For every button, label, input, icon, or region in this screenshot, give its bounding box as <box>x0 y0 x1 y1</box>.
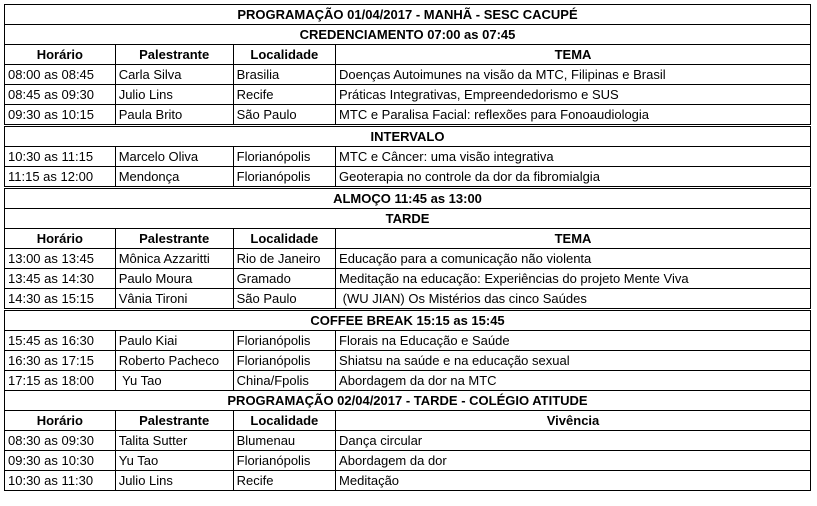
table-row <box>5 451 811 471</box>
topic-cell: MTC e Paralisa Facial: reflexões para Fonoaudiologia <box>336 105 811 126</box>
time-cell: 09:30 as 10:15 <box>5 105 116 126</box>
credenciamento-row <box>5 25 811 45</box>
table-row <box>5 431 811 451</box>
topic-cell: Geoterapia no controle da dor da fibromialgia <box>336 167 811 188</box>
schedule-table <box>4 4 811 491</box>
time-cell: 08:00 as 08:45 <box>5 65 116 85</box>
intervalo-row-label: INTERVALO <box>5 126 811 147</box>
speaker-cell: Yu Tao <box>115 451 233 471</box>
topic-cell: MTC e Câncer: uma visão integrativa <box>336 147 811 167</box>
column-header-row-tarde <box>5 229 811 249</box>
topic-cell: Doenças Autoimunes na visão da MTC, Filipinas e Brasil <box>336 65 811 85</box>
time-cell: 14:30 as 15:15 <box>5 289 116 310</box>
table-row <box>5 65 811 85</box>
palestrante-header: Palestrante <box>115 411 233 431</box>
palestrante-header: Palestrante <box>115 229 233 249</box>
time-cell: 11:15 as 12:00 <box>5 167 116 188</box>
topic-cell: Dança circular <box>336 431 811 451</box>
horario-header: Horário <box>5 45 116 65</box>
location-cell: Florianópolis <box>233 331 335 351</box>
day1-title <box>5 5 811 25</box>
location-cell: Florianópolis <box>233 451 335 471</box>
intervalo-row <box>5 126 811 147</box>
location-cell: São Paulo <box>233 289 335 310</box>
time-cell: 13:00 as 13:45 <box>5 249 116 269</box>
time-cell: 10:30 as 11:30 <box>5 471 116 491</box>
speaker-cell: Vânia Tironi <box>115 289 233 310</box>
speaker-cell: Talita Sutter <box>115 431 233 451</box>
time-cell: 17:15 as 18:00 <box>5 371 116 391</box>
table-row <box>5 167 811 188</box>
speaker-cell: Julio Lins <box>115 471 233 491</box>
table-row <box>5 331 811 351</box>
table-row <box>5 471 811 491</box>
time-cell: 16:30 as 17:15 <box>5 351 116 371</box>
topic-cell: (WU JIAN) Os Mistérios das cinco Saúdes <box>336 289 811 310</box>
topic-cell: Abordagem da dor na MTC <box>336 371 811 391</box>
table-row <box>5 351 811 371</box>
tarde-row <box>5 209 811 229</box>
tema-header: TEMA <box>336 229 811 249</box>
credenciamento-row-label: CREDENCIAMENTO 07:00 as 07:45 <box>5 25 811 45</box>
almoco-row-label: ALMOÇO 11:45 as 13:00 <box>5 188 811 209</box>
table-row <box>5 249 811 269</box>
table-row <box>5 85 811 105</box>
localidade-header: Localidade <box>233 229 335 249</box>
location-cell: Brasilia <box>233 65 335 85</box>
topic-cell: Educação para a comunicação não violenta <box>336 249 811 269</box>
location-cell: Florianópolis <box>233 167 335 188</box>
column-header-row <box>5 45 811 65</box>
location-cell: Recife <box>233 471 335 491</box>
location-cell: Florianópolis <box>233 147 335 167</box>
topic-cell: Práticas Integrativas, Empreendedorismo e SUS <box>336 85 811 105</box>
speaker-cell: Paulo Kiai <box>115 331 233 351</box>
location-cell: Recife <box>233 85 335 105</box>
palestrante-header: Palestrante <box>115 45 233 65</box>
tema-header: Vivência <box>336 411 811 431</box>
localidade-header: Localidade <box>233 45 335 65</box>
coffee-break-row-label: COFFEE BREAK 15:15 as 15:45 <box>5 310 811 331</box>
day2-title <box>5 391 811 411</box>
location-cell: Rio de Janeiro <box>233 249 335 269</box>
location-cell: São Paulo <box>233 105 335 126</box>
table-row <box>5 289 811 310</box>
speaker-cell: Roberto Pacheco <box>115 351 233 371</box>
schedule-body <box>5 5 811 491</box>
topic-cell: Florais na Educação e Saúde <box>336 331 811 351</box>
time-cell: 08:45 as 09:30 <box>5 85 116 105</box>
topic-cell: Abordagem da dor <box>336 451 811 471</box>
table-row <box>5 269 811 289</box>
coffee-break-row <box>5 310 811 331</box>
speaker-cell: Paulo Moura <box>115 269 233 289</box>
location-cell: Florianópolis <box>233 351 335 371</box>
speaker-cell: Yu Tao <box>115 371 233 391</box>
day2-title-label: PROGRAMAÇÃO 02/04/2017 - TARDE - COLÉGIO ATITUDE <box>5 391 811 411</box>
table-row <box>5 371 811 391</box>
speaker-cell: Paula Brito <box>115 105 233 126</box>
speaker-cell: Carla Silva <box>115 65 233 85</box>
time-cell: 09:30 as 10:30 <box>5 451 116 471</box>
table-row <box>5 105 811 126</box>
horario-header: Horário <box>5 411 116 431</box>
location-cell: Blumenau <box>233 431 335 451</box>
horario-header: Horário <box>5 229 116 249</box>
location-cell: China/Fpolis <box>233 371 335 391</box>
day1-title-label: PROGRAMAÇÃO 01/04/2017 - MANHÃ - SESC CACUPÉ <box>5 5 811 25</box>
column-header-row-day2 <box>5 411 811 431</box>
time-cell: 10:30 as 11:15 <box>5 147 116 167</box>
topic-cell: Meditação <box>336 471 811 491</box>
table-row <box>5 147 811 167</box>
speaker-cell: Marcelo Oliva <box>115 147 233 167</box>
time-cell: 13:45 as 14:30 <box>5 269 116 289</box>
tarde-row-label: TARDE <box>5 209 811 229</box>
speaker-cell: Julio Lins <box>115 85 233 105</box>
almoco-row <box>5 188 811 209</box>
topic-cell: Shiatsu na saúde e na educação sexual <box>336 351 811 371</box>
tema-header: TEMA <box>336 45 811 65</box>
localidade-header: Localidade <box>233 411 335 431</box>
time-cell: 15:45 as 16:30 <box>5 331 116 351</box>
location-cell: Gramado <box>233 269 335 289</box>
topic-cell: Meditação na educação: Experiências do projeto Mente Viva <box>336 269 811 289</box>
time-cell: 08:30 as 09:30 <box>5 431 116 451</box>
speaker-cell: Mônica Azzaritti <box>115 249 233 269</box>
speaker-cell: Mendonça <box>115 167 233 188</box>
